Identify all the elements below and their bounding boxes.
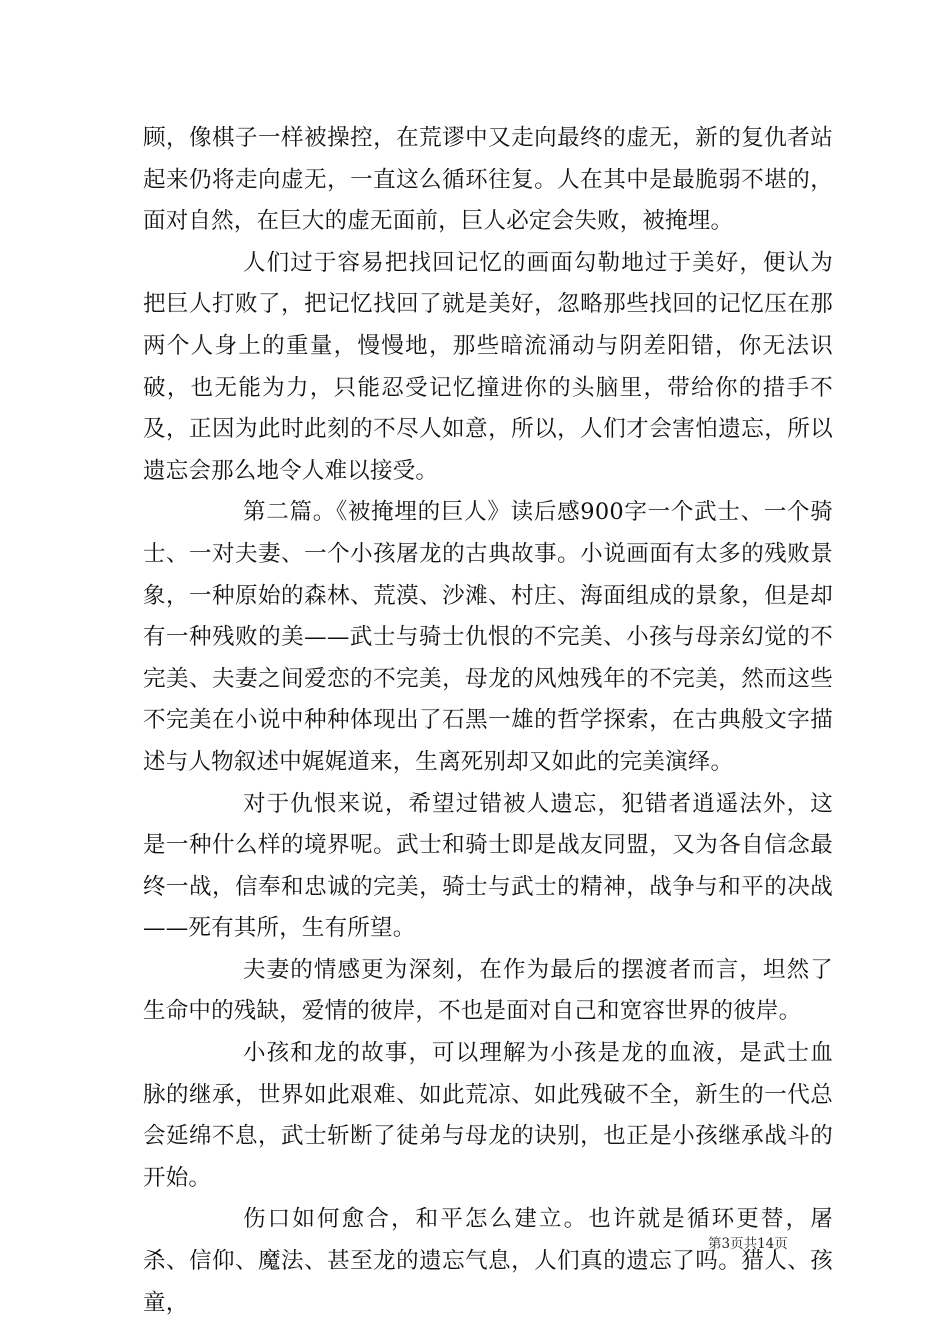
paragraph-7: 伤口如何愈合，和平怎么建立。也许就是循环更替，屠杀、信仰、魔法、甚至龙的遗忘气息，人们真的遗忘了吗。猎人、孩童，: [143, 1206, 833, 1316]
paragraph-5: 夫妻的情感更为深刻，在作为最后的摆渡者而言，坦然了生命中的残缺，爱情的彼岸，不也是面对自己和宽容世界的彼岸。: [143, 956, 833, 1025]
paragraph-3: 第二篇。《被掩埋的巨人》读后感900字一个武士、一个骑士、一对夫妻、一个小孩屠龙的古典故事。小说画面有太多的残败景象，一种原始的森林、荒漠、沙滩、村庄、海面组成的景象，但是却有一种残败的美——武士与骑士仇恨的不完美、小孩与母亲幻觉的不完美、夫妻之间爱恋的不完美，母龙的风烛残年的不完美，然而这些不完美在小说中种种体现出了石黑一雄的哲学探索，在古典般文字描述与人物叙述中娓娓道来，生离死别却又如此的完美演绎。: [143, 499, 833, 775]
paragraph-6: 小孩和龙的故事，可以理解为小孩是龙的血液，是武士血脉的继承，世界如此艰难、如此荒凉、如此残破不全，新生的一代总会延绵不息，武士斩断了徒弟与母龙的诀别，也正是小孩继承战斗的开始。: [143, 1040, 833, 1191]
paragraph-4: 对于仇恨来说，希望过错被人遗忘，犯错者逍遥法外，这是一种什么样的境界呢。武士和骑士即是战友同盟，又为各自信念最终一战，信奉和忠诚的完美，骑士与武士的精神，战争与和平的决战——死有其所，生有所望。: [143, 790, 833, 942]
page-number-footer: 第3页共14页: [708, 1236, 788, 1252]
paragraph-1: 顾，像棋子一样被操控，在荒谬中又走向最终的虚无，新的复仇者站起来仍将走向虚无，一直这么循环往复。人在其中是最脆弱不堪的，面对自然，在巨大的虚无面前，巨人必定会失败，被掩埋。: [143, 125, 833, 235]
document-body: [143, 118, 833, 1324]
paragraph-2: 人们过于容易把找回记忆的画面勾勒地过于美好，便认为把巨人打败了，把记忆找回了就是美好，忽略那些找回的记忆压在那两个人身上的重量，慢慢地，那些暗流涌动与阴差阳错，你无法识破，也无能为力，只能忍受记忆撞进你的头脑里，带给你的措手不及，正因为此时此刻的不尽人如意，所以，人们才会害怕遗忘，所以遗忘会那么地令人难以接受。: [143, 249, 833, 484]
